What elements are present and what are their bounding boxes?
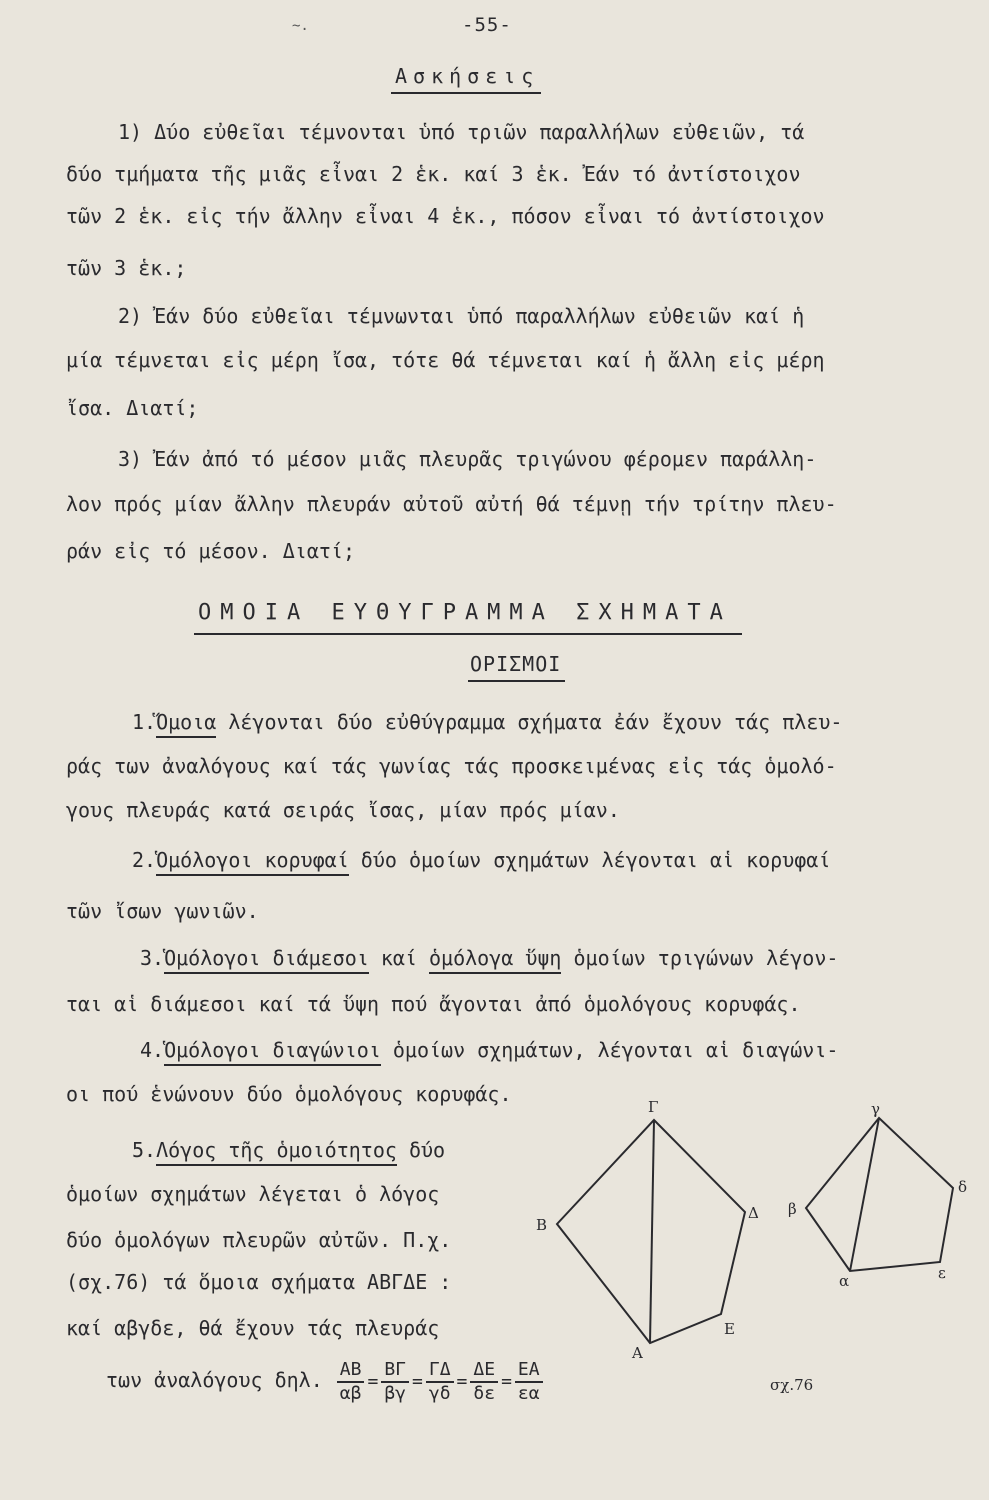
definition-text: λέγονται δύο εὐθύγραμμα σχήματα ἐάν ἔχουν τάς πλευ- <box>216 710 843 734</box>
definition-text: καί <box>368 946 430 970</box>
definition-5-line-3: δύο ὁμολόγων πλευρῶν αὐτῶν. Π.χ. <box>66 1228 452 1252</box>
figure-76-similar-pentagons <box>520 1100 980 1400</box>
definition-1-line-1 <box>132 708 842 736</box>
label-a: α <box>839 1272 850 1290</box>
label-A: Α <box>632 1344 643 1362</box>
definition-term: Ὅμοια <box>156 710 216 738</box>
top-mark: ~. <box>292 18 309 34</box>
definition-5-line-1 <box>132 1136 445 1164</box>
definition-term: Ὁμόλογοι διάμεσοι <box>164 946 369 974</box>
exercises-heading: Ασκήσεις <box>395 64 539 88</box>
definition-5-line-2: ὁμοίων σχημάτων λέγεται ὁ λόγος <box>66 1182 440 1206</box>
definition-term: Ὁμόλογοι διαγώνιοι <box>164 1038 381 1066</box>
definition-number: 2. <box>132 848 157 872</box>
label-e: ε <box>938 1264 946 1282</box>
label-g: γ <box>871 1100 880 1118</box>
equals-sign: = <box>367 1370 379 1392</box>
equals-sign: = <box>412 1370 423 1392</box>
label-b: β <box>788 1200 797 1218</box>
definitions-heading: ΟΡΙΣΜΟΙ <box>470 652 561 676</box>
exercise-1-line-3: τῶν 2 ἑκ. εἰς τήν ἄλλην εἶναι 4 ἑκ., πόσον εἶναι τό ἀντίστοιχον <box>66 204 825 228</box>
definition-number: 1. <box>132 710 157 734</box>
definition-term: Ὁμόλογοι κορυφαί <box>156 848 349 876</box>
definition-number: 3. <box>140 946 165 970</box>
definition-2-line-1 <box>132 846 830 874</box>
definition-4-line-1 <box>140 1036 838 1064</box>
definition-5-ratio-line <box>106 1356 545 1406</box>
exercise-1-line-4: τῶν 3 ἑκ.; <box>66 256 187 280</box>
ratio-gd: $\frac{\Gamma\Delta}{\gamma\delta}$ <box>426 1359 454 1405</box>
definition-text: δύο ὁμοίων σχημάτων λέγονται αἱ κορυφαί <box>348 848 831 872</box>
definition-term-2: ὁμόλογα ὕψη <box>429 946 561 974</box>
exercise-2-line-2: μία τέμνεται εἰς μέρη ἴσα, τότε θά τέμνεται καί ἡ ἄλλη εἰς μέρη <box>66 348 825 372</box>
exercise-1-line-2: δύο τμήματα τῆς μιᾶς εἶναι 2 ἑκ. καί 3 ἑκ. Ἐάν τό ἀντίστοιχον <box>66 162 801 186</box>
section-title: ΟΜΟΙΑ ΕΥΘΥΓΡΑΜΜΑ ΣΧΗΜΑΤΑ <box>198 600 732 625</box>
equals-sign: = <box>501 1370 512 1392</box>
definition-text: ὁμοίων τριγώνων λέγον- <box>561 946 839 970</box>
equals-sign: = <box>456 1370 468 1392</box>
pentagon-abgde-small-diagonal <box>850 1118 879 1271</box>
ratio-ab: $\frac{AB}{\alpha\beta}$ <box>337 1359 365 1405</box>
definition-term: Λόγος τῆς ὁμοιότητος <box>156 1138 397 1166</box>
pentagon-abgde-diagonal <box>650 1120 654 1343</box>
exercise-3-line-3: ράν εἰς τό μέσον. Διατί; <box>66 539 355 563</box>
definition-5-line-6: των ἀναλόγους δηλ. <box>106 1368 323 1392</box>
definition-3-line-2: ται αἱ διάμεσοι καί τά ὕψη πού ἄγονται ἀπό ὁμολόγους κορυφάς. <box>66 992 801 1016</box>
pentagon-abgde-small <box>806 1118 953 1271</box>
exercise-1-line-1: 1) Δύο εὐθεῖαι τέμνονται ὑπό τριῶν παραλλήλων εὐθειῶν, τά <box>118 120 805 144</box>
label-D: Δ <box>748 1204 759 1222</box>
figure-caption: σχ.76 <box>770 1376 814 1394</box>
definition-number: 5. <box>132 1138 157 1162</box>
label-B: Β <box>536 1216 548 1234</box>
definition-5-line-4: (σχ.76) τά ὅμοια σχήματα ΑΒΓΔΕ : <box>66 1270 452 1294</box>
exercise-3-line-1: 3) Ἐάν ἀπό τό μέσον μιᾶς πλευρᾶς τριγώνου φέρομεν παράλλη- <box>118 447 817 471</box>
ratio-ea: $\frac{EA}{\varepsilon\alpha}$ <box>515 1359 543 1405</box>
definition-number: 4. <box>140 1038 165 1062</box>
page-number: -55- <box>462 14 512 36</box>
definition-text: ὁμοίων σχημάτων, λέγονται αἱ διαγώνι- <box>380 1038 839 1062</box>
label-E: Ε <box>724 1320 735 1338</box>
definition-2-line-2: τῶν ἴσων γωνιῶν. <box>66 899 259 923</box>
ratio-de: $\frac{\Delta E}{\delta\varepsilon}$ <box>470 1359 498 1405</box>
exercise-2-line-3: ἴσα. Διατί; <box>66 396 199 420</box>
definition-1-line-2: ράς των ἀναλόγους καί τάς γωνίας τάς προσκειμένας εἰς τάς ὁμολό- <box>66 754 837 778</box>
definition-text: δύο <box>396 1138 446 1162</box>
label-G: Γ <box>648 1100 659 1116</box>
definition-1-line-3: γους πλευράς κατά σειράς ἴσας, μίαν πρός μίαν. <box>66 798 620 822</box>
definition-4-line-2: οι πού ἑνώνουν δύο ὁμολόγους κορυφάς. <box>66 1082 512 1106</box>
definition-3-line-1 <box>140 944 838 972</box>
ratio-bg: $\frac{B\Gamma}{\beta\gamma}$ <box>381 1359 409 1405</box>
exercise-2-line-1: 2) Ἐάν δύο εὐθεῖαι τέμνωνται ὑπό παραλλήλων εὐθειῶν καί ἡ <box>118 304 805 328</box>
definition-5-line-5: καί αβγδε, θά ἔχουν τάς πλευράς <box>66 1316 440 1340</box>
label-d: δ <box>958 1178 968 1196</box>
exercise-3-line-2: λον πρός μίαν ἄλλην πλευράν αὐτοῦ αὐτή θά τέμνῃ τήν τρίτην πλευ- <box>66 492 837 516</box>
